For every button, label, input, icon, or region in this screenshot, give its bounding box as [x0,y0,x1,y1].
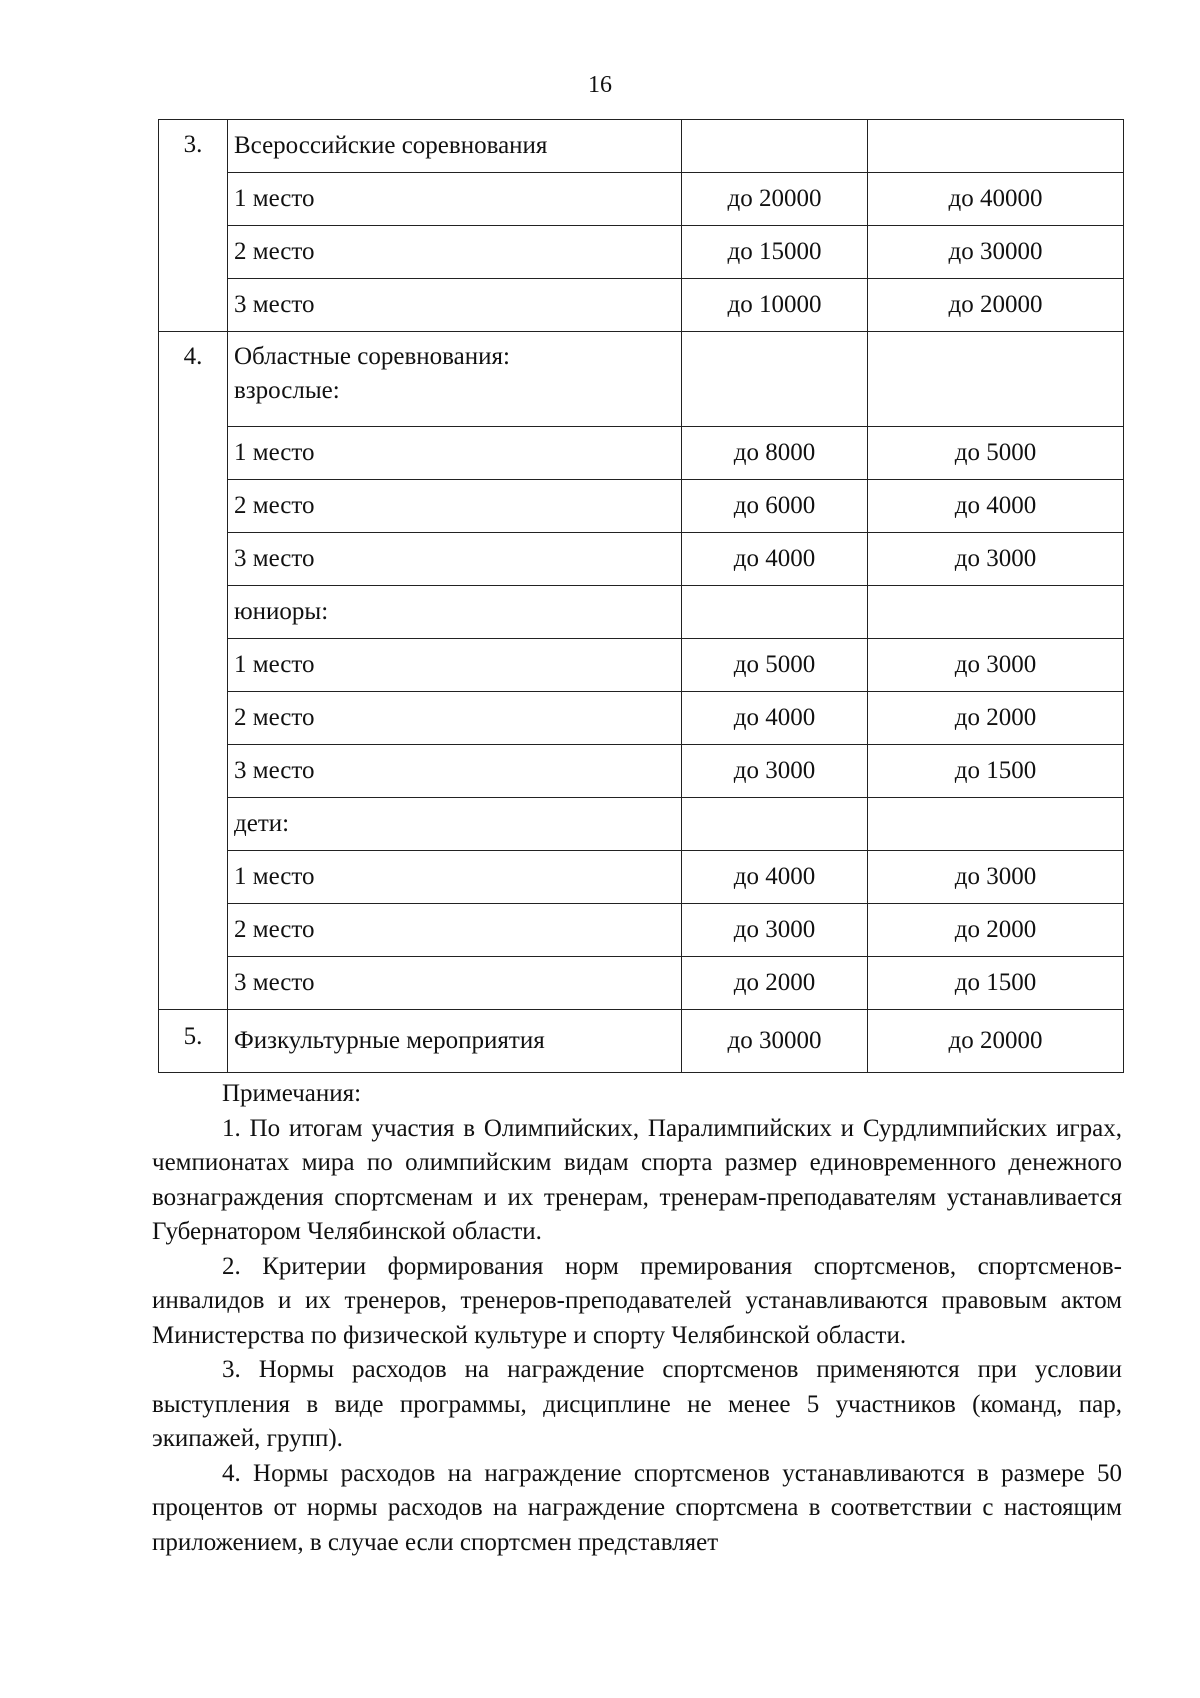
table-row [159,226,1124,279]
row-name: 2 место [228,226,682,279]
row-number: 3. [159,120,228,332]
row-name: Всероссийские соревнования [228,120,682,173]
row-name: 1 место [228,427,682,480]
row-number: 4. [159,332,228,1010]
row-name-line-2: взрослые: [234,377,340,404]
note-item-3: 3. Нормы расходов на награждение спортсменов применяются при условии выступления в виде программы, дисциплине не менее 5 участников (команд, пар, экипажей, групп). [152,1356,1122,1452]
table-row [159,279,1124,332]
value-col-2: до 1500 [868,957,1124,1010]
table-row [159,692,1124,745]
value-col-2 [868,332,1124,427]
row-name: 3 место [228,745,682,798]
row-number: 5. [159,1010,228,1073]
value-col-2: до 2000 [868,692,1124,745]
table-row [159,904,1124,957]
row-name: 3 место [228,533,682,586]
row-name: 2 место [228,904,682,957]
value-col-1: до 6000 [682,480,868,533]
value-col-1: до 20000 [682,173,868,226]
notes-section [152,1077,1122,1560]
row-name: 1 место [228,851,682,904]
awards-table [158,119,1124,1073]
row-name: 3 место [228,279,682,332]
value-col-1: до 3000 [682,745,868,798]
notes-title: Примечания: [222,1080,362,1107]
row-name-line-1: Областные соревнования: [234,343,510,370]
note-item-2: 2. Критерии формирования норм премирования спортсменов, спортсменов-инвалидов и их тренеров, тренеров-преподавателей устанавливаются правовым актом Министерства по физической культуре и спорту Челябинской области. [152,1252,1122,1349]
row-name: 1 место [228,173,682,226]
table-row [159,639,1124,692]
table-row [159,173,1124,226]
value-col-1: до 4000 [682,533,868,586]
value-col-2: до 1500 [868,745,1124,798]
value-col-1: до 4000 [682,851,868,904]
value-col-1 [682,332,868,427]
row-name: 1 место [228,639,682,692]
value-col-2 [868,586,1124,639]
table-row [159,586,1124,639]
value-col-2: до 20000 [868,1010,1124,1073]
row-name: дети: [228,798,682,851]
row-name: 2 место [228,480,682,533]
row-name [228,332,682,427]
table-row [159,533,1124,586]
value-col-2: до 4000 [868,480,1124,533]
value-col-2 [868,120,1124,173]
value-col-1: до 3000 [682,904,868,957]
value-col-2: до 20000 [868,279,1124,332]
table-row [159,957,1124,1010]
value-col-2: до 3000 [868,533,1124,586]
table-row [159,1010,1124,1073]
value-col-1: до 30000 [682,1010,868,1073]
value-col-2: до 40000 [868,173,1124,226]
table-row [159,480,1124,533]
table-row [159,120,1124,173]
table-row [159,745,1124,798]
page-number: 16 [588,72,612,98]
table-row [159,798,1124,851]
row-name: 2 место [228,692,682,745]
value-col-1: до 5000 [682,639,868,692]
value-col-2: до 3000 [868,639,1124,692]
table-row [159,851,1124,904]
note-item-1: 1. По итогам участия в Олимпийских, Паралимпийских и Сурдлимпийских играх, чемпионатах мира по олимпийским видам спорта размер единовременного денежного вознаграждения спортсменам и их тренерам, тренерам-преподавателям устанавливается Губернатором Челябинской области. [152,1114,1122,1245]
value-col-1: до 4000 [682,692,868,745]
value-col-1 [682,798,868,851]
value-col-1: до 10000 [682,279,868,332]
value-col-1: до 15000 [682,226,868,279]
row-name: юниоры: [228,586,682,639]
note-item-4: 4. Нормы расходов на награждение спортсменов устанавливаются в размере 50 процентов от нормы расходов на награждение спортсмена в соответствии с настоящим приложением, в случае если спортсмен представляет [152,1459,1122,1556]
row-name: 3 место [228,957,682,1010]
table-row [159,332,1124,427]
table-row [159,427,1124,480]
value-col-1 [682,120,868,173]
row-name: Физкультурные мероприятия [228,1010,682,1073]
value-col-1 [682,586,868,639]
value-col-2: до 2000 [868,904,1124,957]
value-col-2: до 3000 [868,851,1124,904]
value-col-2: до 5000 [868,427,1124,480]
value-col-1: до 2000 [682,957,868,1010]
value-col-2 [868,798,1124,851]
value-col-2: до 30000 [868,226,1124,279]
value-col-1: до 8000 [682,427,868,480]
